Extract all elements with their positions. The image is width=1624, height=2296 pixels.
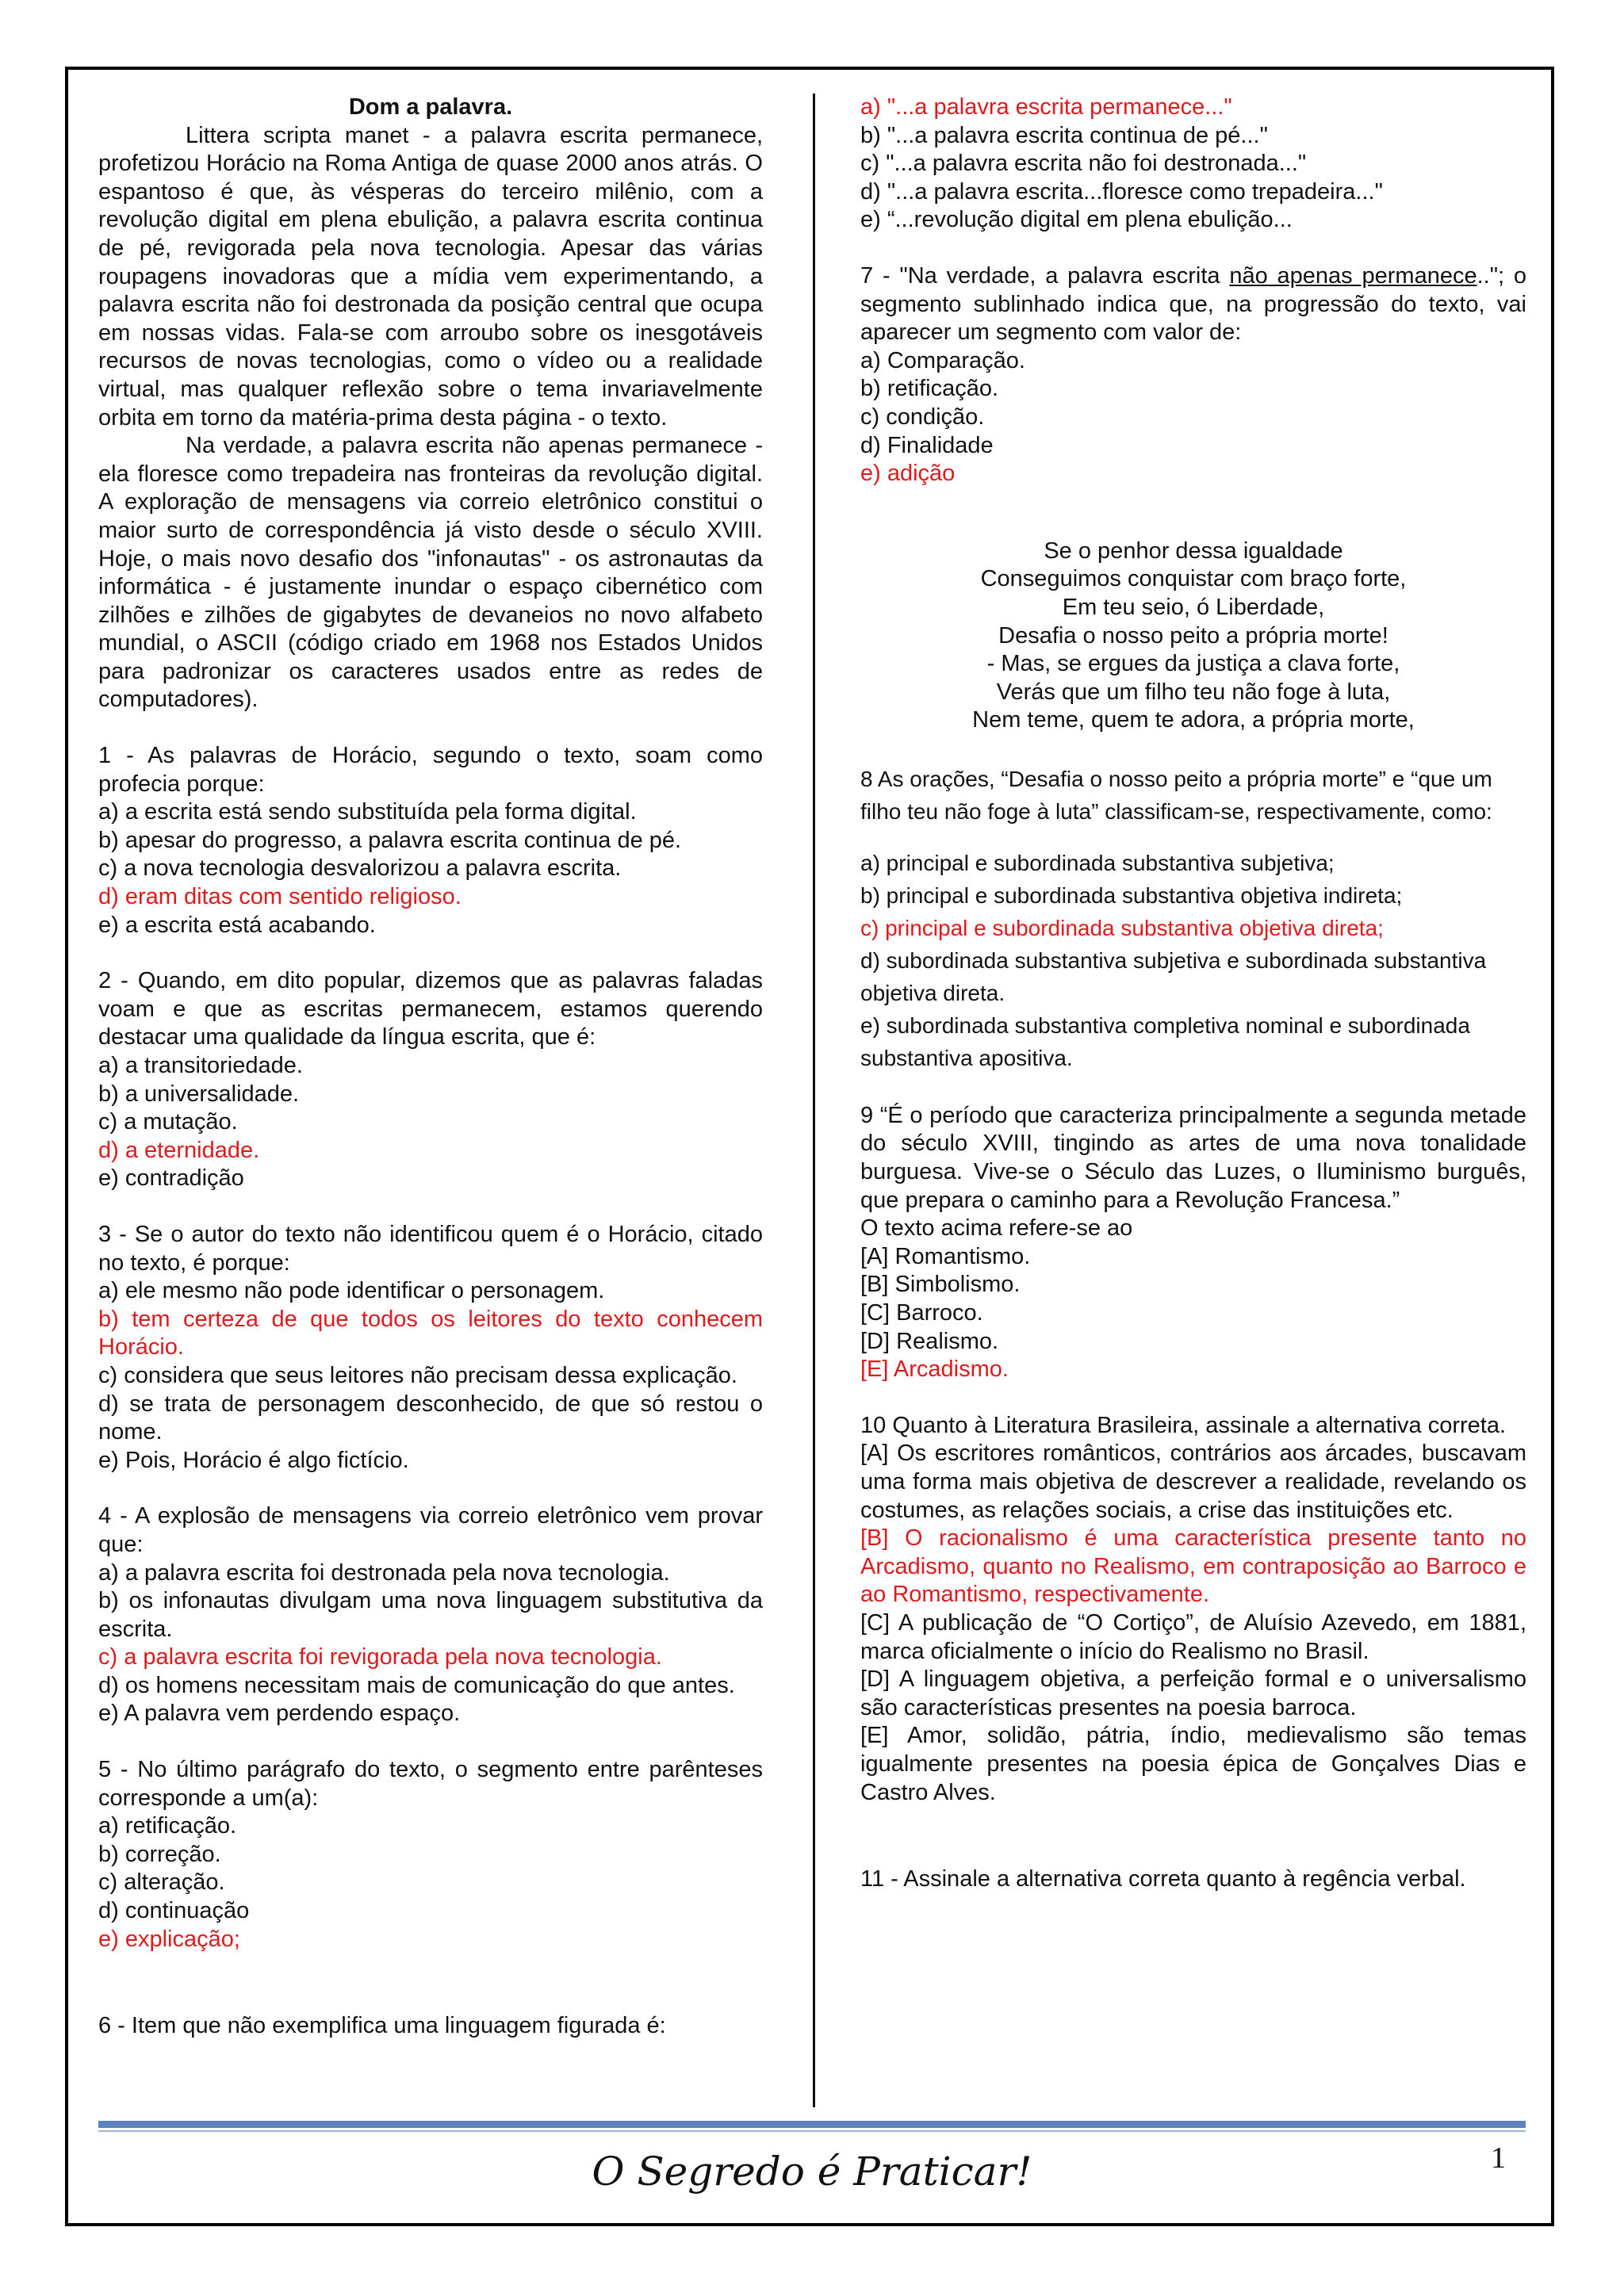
option-d: d) "...a palavra escrita...floresce como trepadeira..." <box>860 178 1383 205</box>
option-e-answer: [E] Arcadismo. <box>860 1357 1009 1383</box>
page-number: 1 <box>1491 2141 1506 2175</box>
poem <box>860 538 1526 735</box>
question-stem: 4 - A explosão de mensagens via correio eletrônico vem provar que: <box>98 1503 763 1557</box>
option-b: [B] Simbolismo. <box>860 1272 1021 1298</box>
option-c: c) condição. <box>860 404 985 430</box>
underlined-segment: não apenas permanece <box>1229 262 1477 289</box>
poem-line: Conseguimos conquistar com braço forte, <box>980 566 1407 592</box>
option-e: e) Pois, Horácio é algo fictício. <box>98 1447 409 1473</box>
option-e: e) subordinada substantiva completiva nominal e subordinada substantiva apositiva. <box>860 1012 1470 1070</box>
question-stem: 6 - Item que não exemplifica uma linguagem figurada é: <box>98 2013 666 2039</box>
question-stem: 3 - Se o autor do texto não identificou quem é o Horácio, citado no texto, é porque: <box>98 1221 763 1276</box>
option-a: a) retificação. <box>98 1813 237 1839</box>
option-a: a) ele mesmo não pode identificar o personagem. <box>98 1278 605 1304</box>
option-d: [D] Realismo. <box>860 1328 999 1354</box>
right-column <box>860 94 1526 1894</box>
question-stem: 10 Quanto à Literatura Brasileira, assinale a alternativa correta. <box>860 1412 1507 1438</box>
poem-line: - Mas, se ergues da justiça a clava forte, <box>986 651 1400 677</box>
option-e: e) a escrita está acabando. <box>98 912 376 938</box>
option-c: [C] A publicação de “O Cortiço”, de Aluísio Azevedo, em 1881, marca oficialmente o início do Realismo no Brasil. <box>860 1609 1526 1664</box>
option-d: d) se trata de personagem desconhecido, de que só restou o nome. <box>98 1391 763 1445</box>
option-c: c) a mutação. <box>98 1109 238 1135</box>
question-3 <box>98 1221 763 1475</box>
poem-line: Desafia o nosso peito a própria morte! <box>998 622 1388 649</box>
question-5 <box>98 1756 763 1954</box>
question-lead: O texto acima refere-se ao <box>860 1215 1133 1242</box>
question-stem: 8 As orações, “Desafia o nosso peito a própria morte” e “que um filho teu não foge à luta” classificam-se, respectivamente, como: <box>860 766 1492 824</box>
question-8 <box>860 763 1526 1074</box>
option-d-answer: d) eram ditas com sentido religioso. <box>98 884 462 910</box>
question-stem: 11 - Assinale a alternativa correta quanto à regência verbal. <box>860 1866 1466 1892</box>
option-a: a) a escrita está sendo substituída pela forma digital. <box>98 799 637 825</box>
option-b: b) "...a palavra escrita continua de pé..." <box>860 122 1268 148</box>
option-b: b) retificação. <box>860 376 999 402</box>
question-1 <box>98 742 763 939</box>
option-c: c) "...a palavra escrita não foi destronada..." <box>860 151 1307 177</box>
option-a: a) a transitoriedade. <box>98 1053 303 1078</box>
option-c: [C] Barroco. <box>860 1300 983 1326</box>
option-e-answer: e) explicação; <box>98 1926 240 1952</box>
question-6-options <box>860 94 1526 235</box>
question-7 <box>860 262 1526 488</box>
option-e: [E] Amor, solidão, pátria, índio, medievalismo são temas igualmente presentes na poesia épica de Gonçalves Dias e Castro Alves. <box>860 1723 1526 1805</box>
question-9 <box>860 1102 1526 1384</box>
option-d: d) subordinada substantiva subjetiva e subordinada substantiva objetiva direta. <box>860 947 1487 1005</box>
option-a: [A] Os escritores românticos, contrários aos árcades, buscavam uma forma mais objetiva de descrever a realidade, revelando os costumes, as relações sociais, a crise das instituições etc. <box>860 1441 1526 1523</box>
footer-slogan: O Segredo é Praticar! <box>592 2149 1032 2195</box>
option-a: a) principal e subordinada substantiva subjetiva; <box>860 850 1335 875</box>
option-b: b) os infonautas divulgam uma nova linguagem substitutiva da escrita. <box>98 1588 763 1642</box>
option-d: [D] A linguagem objetiva, a perfeição formal e o universalismo são características presentes na poesia barroca. <box>860 1667 1526 1720</box>
option-b: b) apesar do progresso, a palavra escrita continua de pé. <box>98 827 682 853</box>
footer-rule <box>98 2121 1526 2128</box>
option-d-answer: d) a eternidade. <box>98 1137 260 1163</box>
question-stem <box>860 262 1526 347</box>
option-d: d) os homens necessitam mais de comunicação do que antes. <box>98 1672 735 1698</box>
question-2 <box>98 967 763 1193</box>
stem-text: .."; o segmento sublinhado indica que, na progressão do texto, vai aparecer um segmento com valor de: <box>860 262 1526 346</box>
option-c: c) alteração. <box>98 1869 225 1896</box>
option-e: e) contradição <box>98 1165 244 1192</box>
text-paragraph-2: Na verdade, a palavra escrita não apenas permanece - ela floresce como trepadeira nas fronteiras da revolução digital. A exploração de mensagens via correio eletrônico constitui o maior surto de correspondência já visto desde o século XVIII. Hoje, o mais novo desafio dos "infonautas" - os astronautas da informática - é justamente inundar o espaço cibernético com zilhões e zilhões de gigabytes de devaneios no novo alfabeto mundial, o ASCII (código criado em 1968 nos Estados Unidos para padronizar os caracteres usados entre as redes de computadores). <box>98 433 763 713</box>
option-a: a) Comparação. <box>860 347 1025 373</box>
option-c: c) a nova tecnologia desvalorizou a palavra escrita. <box>98 855 622 882</box>
poem-line: Em teu seio, ó Liberdade, <box>1062 594 1325 620</box>
option-e: e) A palavra vem perdendo espaço. <box>98 1701 461 1727</box>
option-b-answer: b) tem certeza de que todos os leitores do texto conhecem Horácio. <box>98 1306 763 1360</box>
poem-line: Verás que um filho teu não foge à luta, <box>996 679 1391 705</box>
stem-text: 7 - "Na verdade, a palavra escrita <box>860 262 1230 289</box>
option-b: b) correção. <box>98 1841 221 1867</box>
option-b-answer: [B] O racionalismo é uma característica presente tanto no Arcadismo, quanto no Realismo, em contraposição ao Barroco e ao Romantismo, respectivamente. <box>860 1525 1526 1608</box>
option-a: a) a palavra escrita foi destronada pela nova tecnologia. <box>98 1559 670 1586</box>
text-paragraph-1: Littera scripta manet - a palavra escrita permanece, profetizou Horácio na Roma Antiga de quase 2000 anos atrás. O espantoso é que, às vésperas do terceiro milênio, com a revolução digital em plena ebulição, a palavra escrita continua de pé, revigorada pela nova tecnologia. Apesar das várias roupagens inovadoras que a mídia vem experimentando, a palavra escrita não foi destronada da posição central que ocupa em nossas vidas. Fala-se com arroubo sobre os inesgotáveis recursos de novas tecnologias, como o vídeo ou a realidade virtual, mas qualquer reflexão sobre o tema invariavelmente orbita em torno da matéria-prima desta página - o texto. <box>98 122 763 430</box>
option-e: e) “...revolução digital em plena ebulição... <box>860 207 1293 233</box>
text-title: Dom a palavra. <box>348 94 513 120</box>
option-c-answer: c) a palavra escrita foi revigorada pela nova tecnologia. <box>98 1644 662 1670</box>
question-10 <box>860 1412 1526 1807</box>
column-divider <box>813 94 815 2107</box>
option-b: b) principal e subordinada substantiva objetiva indireta; <box>860 882 1403 908</box>
question-stem: 5 - No último parágrafo do texto, o segmento entre parênteses corresponde a um(a): <box>98 1757 763 1811</box>
question-11 <box>860 1866 1526 1894</box>
option-b: b) a universalidade. <box>98 1081 300 1107</box>
option-d: d) continuação <box>98 1898 250 1924</box>
option-e-answer: e) adição <box>860 461 956 487</box>
option-d: d) Finalidade <box>860 432 994 458</box>
option-c: c) considera que seus leitores não precisam dessa explicação. <box>98 1362 737 1388</box>
question-stem: 1 - As palavras de Horácio, segundo o texto, soam como profecia porque: <box>98 743 763 797</box>
option-a: [A] Romantismo. <box>860 1243 1031 1269</box>
question-6 <box>98 2012 763 2041</box>
poem-line: Se o penhor dessa igualdade <box>1044 538 1343 564</box>
option-c-answer: c) principal e subordinada substantiva objetiva direta; <box>860 915 1384 940</box>
footer-rule-thin <box>98 2130 1526 2132</box>
question-4 <box>98 1502 763 1728</box>
poem-line: Nem teme, quem te adora, a própria morte, <box>972 707 1415 733</box>
left-column <box>98 94 763 2041</box>
question-stem: 2 - Quando, em dito popular, dizemos que as palavras faladas voam e que as escritas permanecem, estamos querendo destacar uma qualidade da língua escrita, que é: <box>98 968 763 1050</box>
question-stem: 9 “É o período que caracteriza principalmente a segunda metade do século XVIII, tingindo as artes de uma nova tonalidade burguesa. Vive-se o Século das Luzes, o Iluminismo burguês, que prepara o caminho para a Revolução Francesa.” <box>860 1102 1526 1213</box>
option-a-answer: a) "...a palavra escrita permanece..." <box>860 94 1232 120</box>
